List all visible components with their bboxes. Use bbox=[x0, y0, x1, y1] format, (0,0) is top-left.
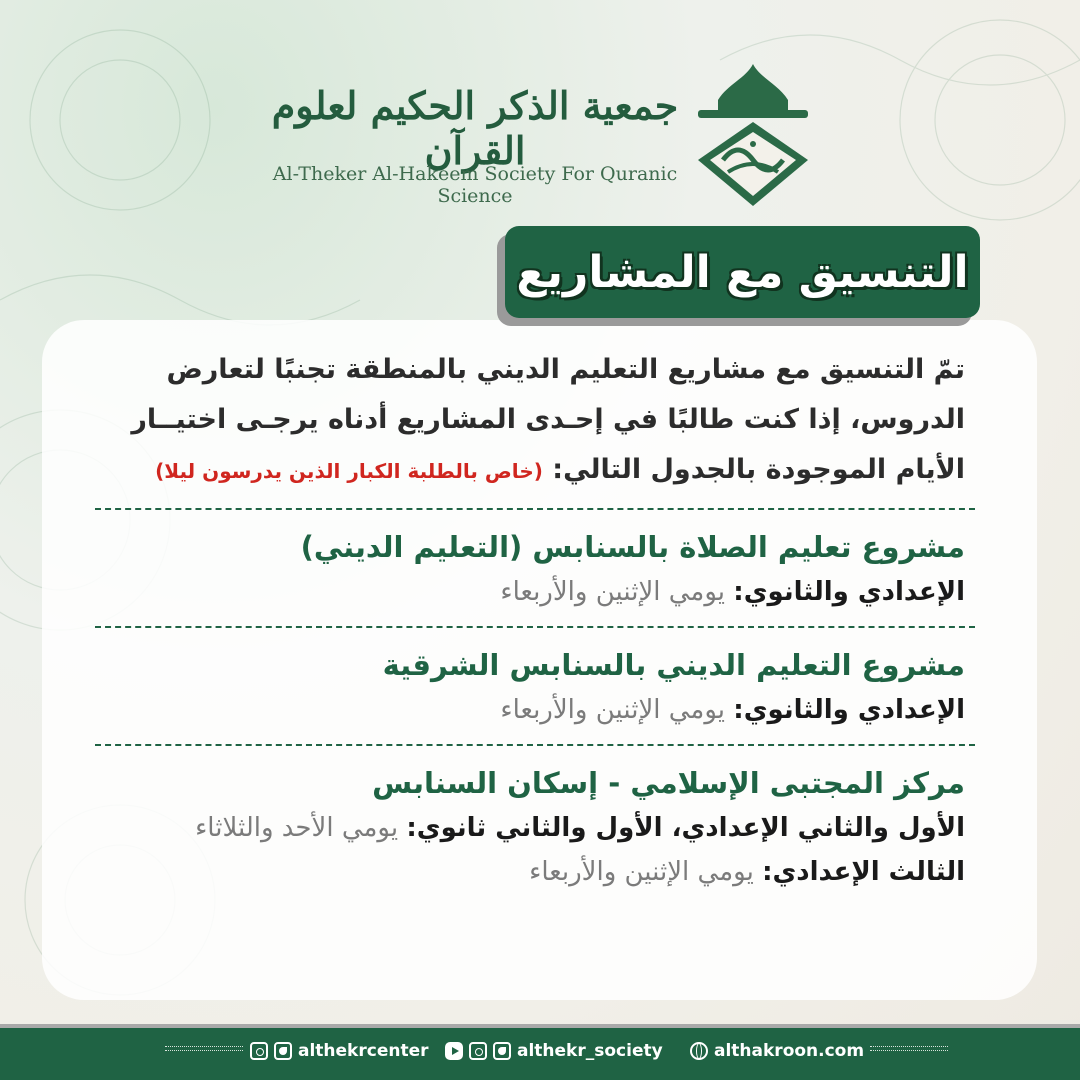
project-block bbox=[95, 642, 965, 732]
divider bbox=[95, 626, 975, 628]
schedule-value: يومي الإثنين والأربعاء bbox=[529, 857, 754, 887]
footer-social-althekr-society[interactable] bbox=[445, 1041, 663, 1061]
schedule-label: الأول والثاني الإعدادي، الأول والثاني ثانوي: bbox=[406, 813, 965, 843]
title-banner bbox=[505, 226, 980, 318]
footer-handle: althekrcenter bbox=[298, 1041, 429, 1061]
header bbox=[270, 55, 830, 215]
schedule-line bbox=[95, 570, 965, 614]
footer-website-text: althakroon.com bbox=[714, 1041, 865, 1061]
twitter-icon bbox=[274, 1042, 292, 1060]
schedule-value: يومي الأحد والثلاثاء bbox=[195, 813, 399, 843]
intro-line: تمّ التنسيق مع مشاريع التعليم الديني بالمنطقة تجنبًا لتعارض bbox=[166, 354, 965, 385]
footer-separator bbox=[870, 1046, 948, 1051]
schedule-line bbox=[95, 850, 965, 894]
footer-bar bbox=[0, 1024, 1080, 1080]
intro-line-text: الأيام الموجودة بالجدول التالي: bbox=[552, 454, 965, 485]
society-emblem-icon bbox=[688, 60, 818, 210]
twitter-icon bbox=[493, 1042, 511, 1060]
main-content bbox=[95, 345, 965, 894]
project-block bbox=[95, 524, 965, 614]
footer-handle: althekr_society bbox=[517, 1041, 663, 1061]
divider bbox=[95, 744, 975, 746]
schedule-line bbox=[95, 806, 965, 850]
intro-text bbox=[95, 345, 965, 496]
page-title: التنسيق مع المشاريع bbox=[516, 246, 969, 298]
schedule-value: يومي الإثنين والأربعاء bbox=[500, 695, 726, 725]
schedule-label: الثالث الإعدادي: bbox=[762, 857, 965, 887]
instagram-icon bbox=[469, 1042, 487, 1060]
schedule-value: يومي الإثنين والأربعاء bbox=[500, 577, 726, 607]
schedule-line bbox=[95, 688, 965, 732]
footer-social-althekrcenter[interactable] bbox=[250, 1041, 429, 1061]
society-english-name: Al-Theker Al-Hakeem Society For Quranic Science bbox=[272, 163, 678, 207]
youtube-icon bbox=[445, 1042, 463, 1060]
footer-separator bbox=[165, 1046, 243, 1051]
project-title: مشروع التعليم الديني بالسنابس الشرقية bbox=[382, 648, 965, 682]
globe-icon bbox=[690, 1042, 708, 1060]
project-title: مشروع تعليم الصلاة بالسنابس (التعليم الديني) bbox=[300, 530, 965, 564]
schedule-label: الإعدادي والثانوي: bbox=[733, 577, 965, 607]
intro-note: (خاص بالطلبة الكبار الذين يدرسون ليلا) bbox=[155, 459, 543, 483]
footer-website[interactable] bbox=[690, 1041, 864, 1061]
schedule-label: الإعدادي والثانوي: bbox=[733, 695, 965, 725]
intro-line bbox=[95, 445, 965, 496]
divider bbox=[95, 508, 975, 510]
society-arabic-name: جمعية الذكر الحكيم لعلوم القرآن bbox=[271, 83, 679, 173]
project-block bbox=[95, 760, 965, 894]
project-title: مركز المجتبى الإسلامي - إسكان السنابس bbox=[372, 766, 965, 800]
instagram-icon bbox=[250, 1042, 268, 1060]
intro-line: الدروس، إذا كنت طالبًا في إحـدى المشاريع أدناه يرجـى اختيــار bbox=[131, 404, 965, 435]
